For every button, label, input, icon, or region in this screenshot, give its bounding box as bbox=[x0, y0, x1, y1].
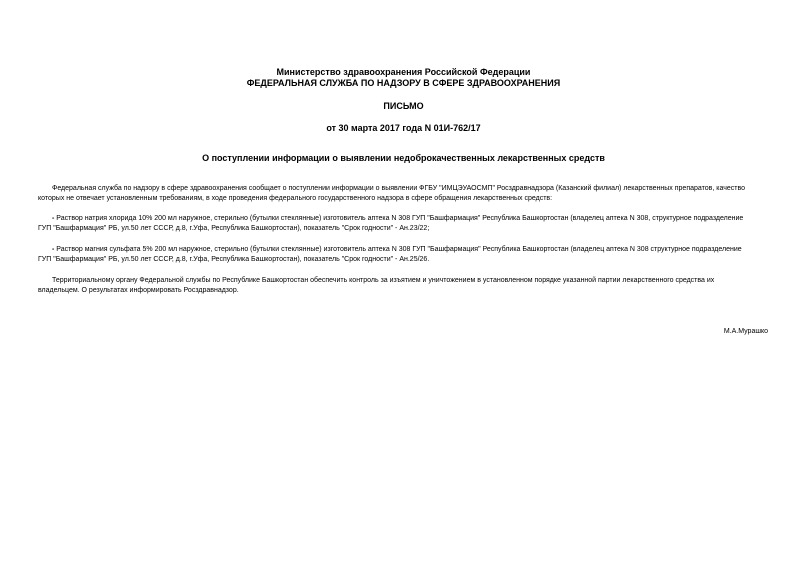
paragraph-intro bbox=[38, 184, 769, 204]
paragraph-item-2 bbox=[38, 245, 769, 265]
service-heading: ФЕДЕРАЛЬНАЯ СЛУЖБА ПО НАДЗОРУ В СФЕРЕ ЗДРАВООХРАНЕНИЯ bbox=[246, 78, 561, 88]
item-2-line1: Раствор магния сульфата 5% 200 мл наружное, стерильно (бутылки стеклянные) изготовитель аптека N 308 ГУП "Башфармация" Республика Башкортостан (владелец аптека N 308 структурное подразделение bbox=[54, 246, 742, 253]
document-date-number: от 30 марта 2017 года N 01И-762/17 bbox=[326, 123, 481, 133]
paragraph-intro-line2: которых не отвечает установленным требованиям, в ходе проведения федерального государственного надзора в сфере обращения лекарственных средств: bbox=[38, 195, 553, 202]
item-1-line1: Раствор натрия хлорида 10% 200 мл наружное, стерильно (бутылки стеклянные) изготовитель аптека N 308 ГУП "Башфармация" Республика Башкортостан (владелец аптека N 308, структурное подразделение bbox=[54, 215, 744, 222]
paragraph-item-1 bbox=[38, 214, 769, 234]
paragraph-instruction bbox=[38, 276, 769, 296]
instruction-line1: Территориальному органу Федеральной службы по Республике Башкортостан обеспечить контроль за изъятием и уничтожением в установленном порядке указанной партии лекарственного средства их bbox=[52, 277, 715, 284]
document-type: ПИСЬМО bbox=[383, 101, 424, 111]
signatory-name: М.А.Мурашко bbox=[723, 328, 768, 335]
item-1-dash: - bbox=[52, 215, 55, 222]
instruction-line2: владельцем. О результатах информировать Росздравнадзор. bbox=[38, 287, 239, 294]
item-2-line2: ГУП "Башфармация" РБ, ул.50 лет СССР, д.8, г.Уфа, Республика Башкортостан), показатель "Срок годности" - Ан.25/26. bbox=[38, 256, 430, 263]
item-2-dash: - bbox=[52, 246, 55, 253]
paragraph-intro-line1: Федеральная служба по надзору в сфере здравоохранения сообщает о поступлении информации о выявлении ФГБУ "ИМЦЭУАОСМП" Росздравнадзора (Казанский филиал) лекарственных препаратов, качество bbox=[52, 185, 745, 192]
ministry-heading: Министерство здравоохранения Российской Федерации bbox=[276, 67, 531, 77]
document-subject: О поступлении информации о выявлении недоброкачественных лекарственных средств bbox=[202, 153, 605, 163]
item-1-line2: ГУП "Башфармация" РБ, ул.50 лет СССР, д.8, г.Уфа, Республика Башкортостан), показатель "Срок годности" - Ан.23/22; bbox=[38, 225, 430, 232]
